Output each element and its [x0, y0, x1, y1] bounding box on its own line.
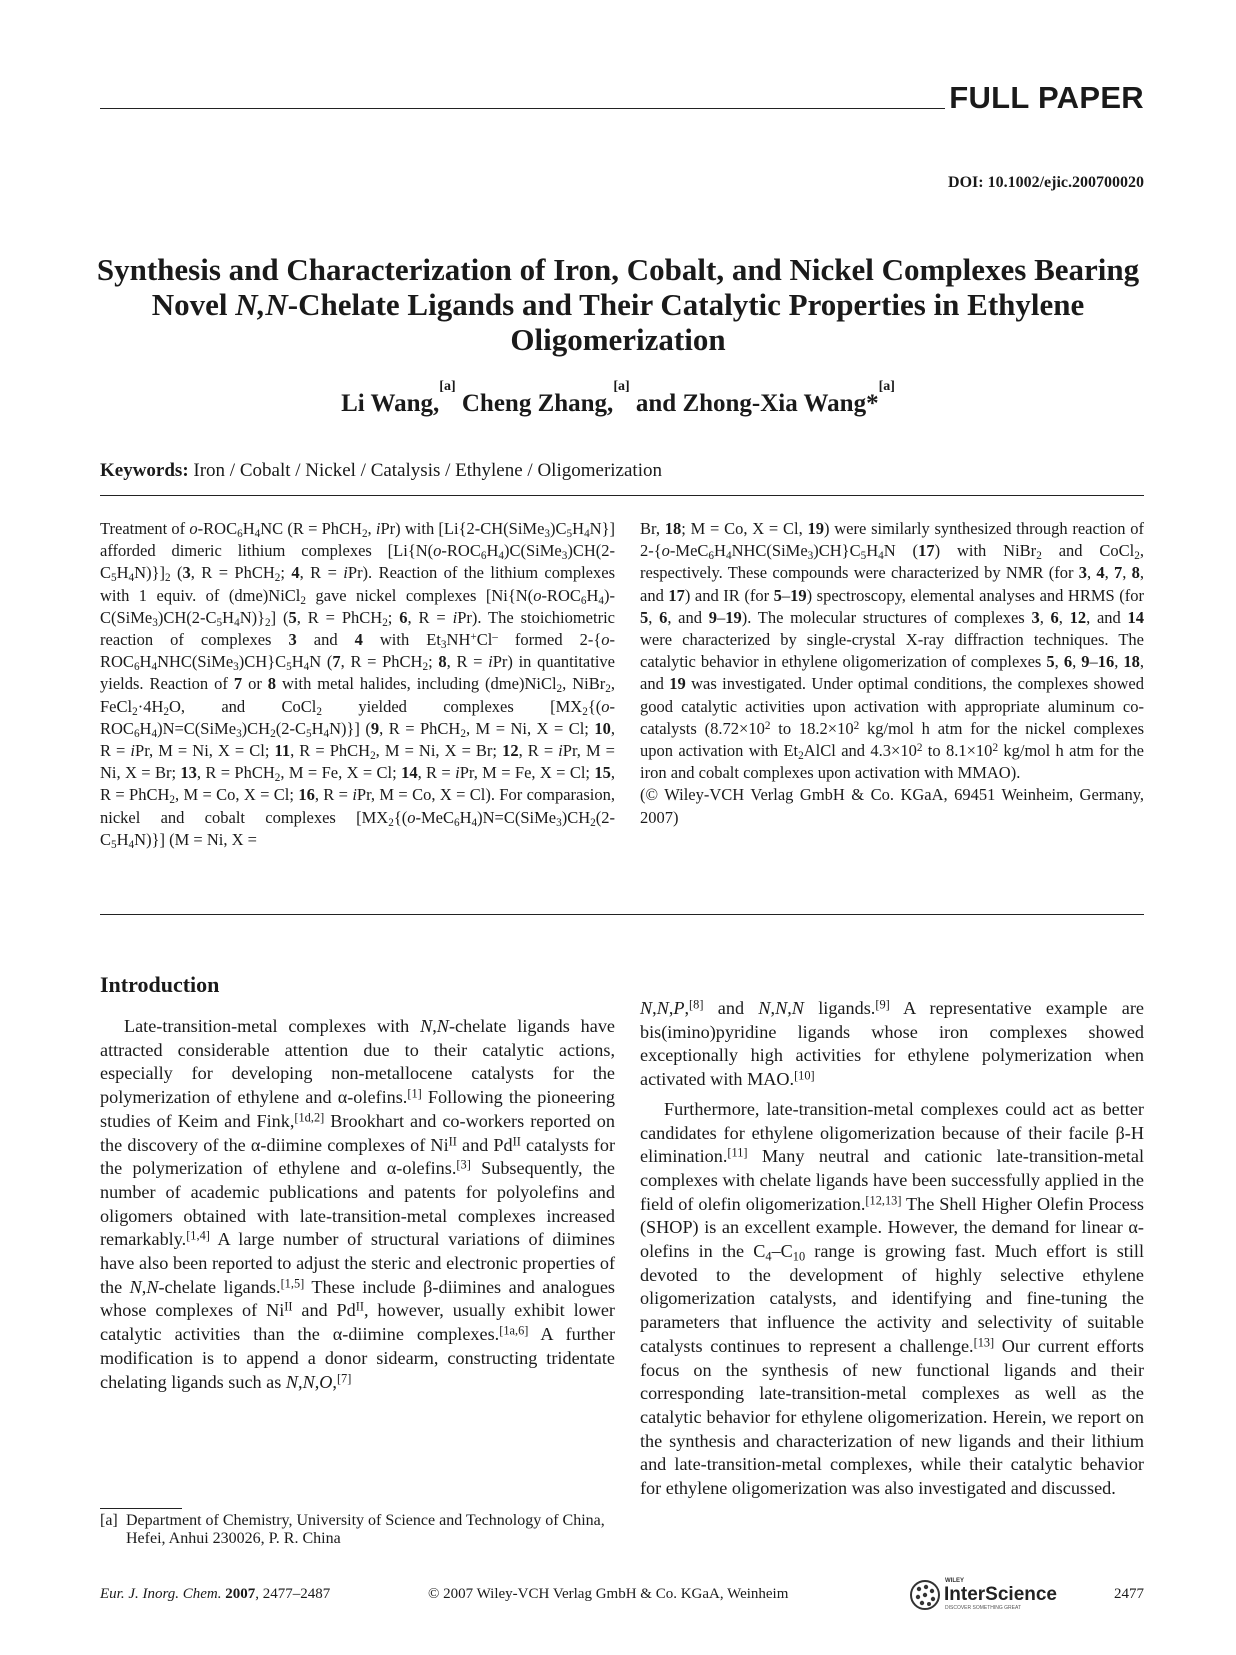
- abstract-bottom-rule: [100, 914, 1144, 915]
- author-name: Li Wang,: [341, 390, 440, 417]
- author-list: [100, 379, 1136, 418]
- doi: DOI: 10.1002/ejic.200700020: [948, 174, 1144, 191]
- globe-icon: [911, 1581, 939, 1609]
- affiliation-mark: [a]: [613, 379, 630, 394]
- logo-small-text: WILEY: [945, 1578, 964, 1584]
- abstract-left-column: Treatment of $o-ROC_6H_4NC$ (R = PhCH$_2$, iPr) with $[Li\{2-CH(SiMe_3)C_5H_4N\}]$ afforded dimeric lithium complexes $[Li\{N(o-ROC_6H_4)C(SiMe_3)CH(2-C_5H_4N)\}]_2$ (3, R = PhCH$_2$; 4, R = iPr). Reaction of the lithium complexes with 1 equiv. of (dme)NiCl$_2$ gave nickel complexes $[Ni\{N(o-ROC_6H_4)-C(SiMe_3)CH(2-C_5H_4N)\}_2]$ (5, R = PhCH$_2$; 6, R = iPr). The stoichiometric reaction of complexes 3 and 4 with $Et_3NH^+Cl^-$ formed $2-\{o-ROC_6H_4NHC(SiMe_3)CH\}C_5H_4N$ (7, R = PhCH$_2$; 8, R = iPr) in quantitative yields. Reaction of 7 or 8 with metal halides, including (dme)NiCl$_2$, NiBr$_2$, $FeCl_2\cdot 4H_2O$, and CoCl$_2$ yielded complexes $[MX_2\{(o-ROC_6H_4)N=C(SiMe_3)CH_2(2-C_5H_4N)\}]$ (9, R = PhCH$_2$, M = Ni, X = Cl; 10, R = iPr, M = Ni, X = Cl; 11, R = PhCH$_2$, M = Ni, X = Br; 12, R = iPr, M = Ni, X = Br; 13, R = PhCH$_2$, M = Fe, X = Cl; 14, R = iPr, M = Fe, X = Cl; 15, R = PhCH$_2$, M = Co, X = Cl; 16, R = iPr, M = Co, X = Cl). For comparasion, nickel and cobalt complexes $[MX_2\{(o-MeC_6H_4)N=C(SiMe_3)CH_2(2-C_5H_4N)\}] (M = Ni$, X =: [100, 519, 616, 851]
- footnote-mark: [a]: [100, 1512, 118, 1529]
- paper-title: Synthesis and Characterization of Iron, Cobalt, and Nickel Complexes Bearing Novel N,N-Chelate Ligands and Their Catalytic Properties in Ethylene Oligomerization: [96, 252, 1140, 357]
- keywords: Keywords: Iron / Cobalt / Nickel / Catalysis / Ethylene / Oligomerization: [100, 460, 662, 481]
- affiliation-footnote: [100, 1512, 615, 1548]
- interscience-logo: [907, 1573, 1075, 1613]
- footnote-line: Department of Chemistry, University of Science and Technology of China,: [126, 1512, 605, 1529]
- journal-citation: Eur. J. Inorg. Chem. 2007, 2477–2487: [100, 1586, 331, 1602]
- footnote-line: Hefei, Anhui 230026, P. R. China: [126, 1530, 341, 1547]
- logo-tagline: DISCOVER SOMETHING GREAT: [945, 1605, 1022, 1611]
- intro-right-column: N,N,P,[8] and N,N,N ligands.[9] A representative example are bis(imino)pyridine ligands whose iron complexes showed exceptionally high activities for ethylene polymerization when activated with MAO.[10] Furthermore, late-transition-metal complexes could act as better candidates for ethylene oligomerization because of their facile β-H elimination.[11] Many neutral and cationic late-transition-metal complexes with chelate ligands have been successfully applied in the field of olefin oligomerization.[12,13] The Shell Higher Olefin Process (SHOP) is an excellent example. However, the demand for linear α-olefins in the $C_4-C_{10}$ range is growing fast. Much effort is still devoted to the development of highly selective ethylene oligomerization catalysts, and identifying and fine-tuning the parameters that influence the activity and selectivity of suitable catalysts continues to represent a challenge.[13] Our current efforts focus on the synthesis of new functional ligands and their corresponding late-transition-metal complexes as well as the catalytic behavior for ethylene oligomerization. Herein, we report on the synthesis and characterization of new ligands and their lithium and late-transition-metal complexes, while their catalytic behavior for ethylene oligomerization was also investigated and discussed.: [640, 997, 1145, 1499]
- abstract-copyright: (© Wiley-VCH Verlag GmbH & Co. KGaA, 69451 Weinheim, Germany, 2007): [640, 785, 1144, 827]
- author-name: and Zhong-Xia Wang*: [635, 390, 879, 417]
- affiliation-mark: [a]: [878, 379, 895, 394]
- author-name: Cheng Zhang,: [461, 390, 614, 417]
- header-rule: [100, 108, 945, 109]
- intro-left-column: Late-transition-metal complexes with N,N-chelate ligands have attracted considerable attention due to their catalytic actions, especially for developing non-metallocene catalysts for the polymerization of ethylene and α-olefins.[1] Following the pioneering studies of Keim and Fink,[1d,2] Brookhart and co-workers reported on the discovery of the α-diimine complexes of $Ni^{II}$ and $Pd^{II}$ catalysts for the polymerization of ethylene and α-olefins.[3] Subsequently, the number of academic publications and patents for polyolefins and oligomers obtained with late-transition-metal complexes increased remarkably.[1,4] A large number of structural variations of diimines have also been reported to adjust the steric and electronic properties of the N,N-chelate ligands.[1,5] These include β-diimines and analogues whose complexes of $Ni^{II}$ and $Pd^{II}$, however, usually exhibit lower catalytic activities than the α-diimine complexes.[1a,6] A further modification is to append a donor sidearm, constructing tridentate chelating ligands such as N,N,O,[7]: [100, 1016, 616, 1392]
- paper-type-label: FULL PAPER: [949, 80, 1144, 115]
- footnote-rule: [100, 1508, 182, 1509]
- page-number: 2477: [1114, 1586, 1144, 1602]
- affiliation-mark: [a]: [439, 379, 456, 394]
- abstract-right-column: Br, 18; M = Co, X = Cl, 19) were similarly synthesized through reaction of $2-\{o-MeC_6H_4NHC(SiMe_3)CH\}C_5H_4N$ (17) with NiBr$_2$ and CoCl$_2$, respectively. These compounds were characterized by NMR (for 3, 4, 7, 8, and 17) and IR (for 5–19) spectroscopy, elemental analyses and HRMS (for 5, 6, and 9–19). The molecular structures of complexes 3, 6, 12, and 14 were characterized by single-crystal X-ray diffraction techniques. The catalytic behavior in ethylene oligomerization of complexes 5, 6, 9–16, 18, and 19 was investigated. Under optimal conditions, the complexes showed good catalytic activities upon activation with appropriate aluminum co-catalysts ($8.72\times 10^2$ to $18.2\times 10^2$ kg/mol h atm for the nickel complexes upon activation with $Et_2AlCl$ and $4.3\times 10^2$ to $8.1\times 10^2$ kg/mol h atm for the iron and cobalt complexes upon activation with MMAO). (© Wiley-VCH Verlag GmbH & Co. KGaA, 69451 Weinheim, Germany, 2007): [640, 519, 1145, 827]
- logo-wordmark: InterScience: [944, 1584, 1057, 1605]
- footer-copyright: © 2007 Wiley-VCH Verlag GmbH & Co. KGaA, Weinheim: [428, 1586, 789, 1602]
- abstract-top-rule: [100, 495, 1144, 496]
- section-heading-introduction: Introduction: [100, 972, 220, 997]
